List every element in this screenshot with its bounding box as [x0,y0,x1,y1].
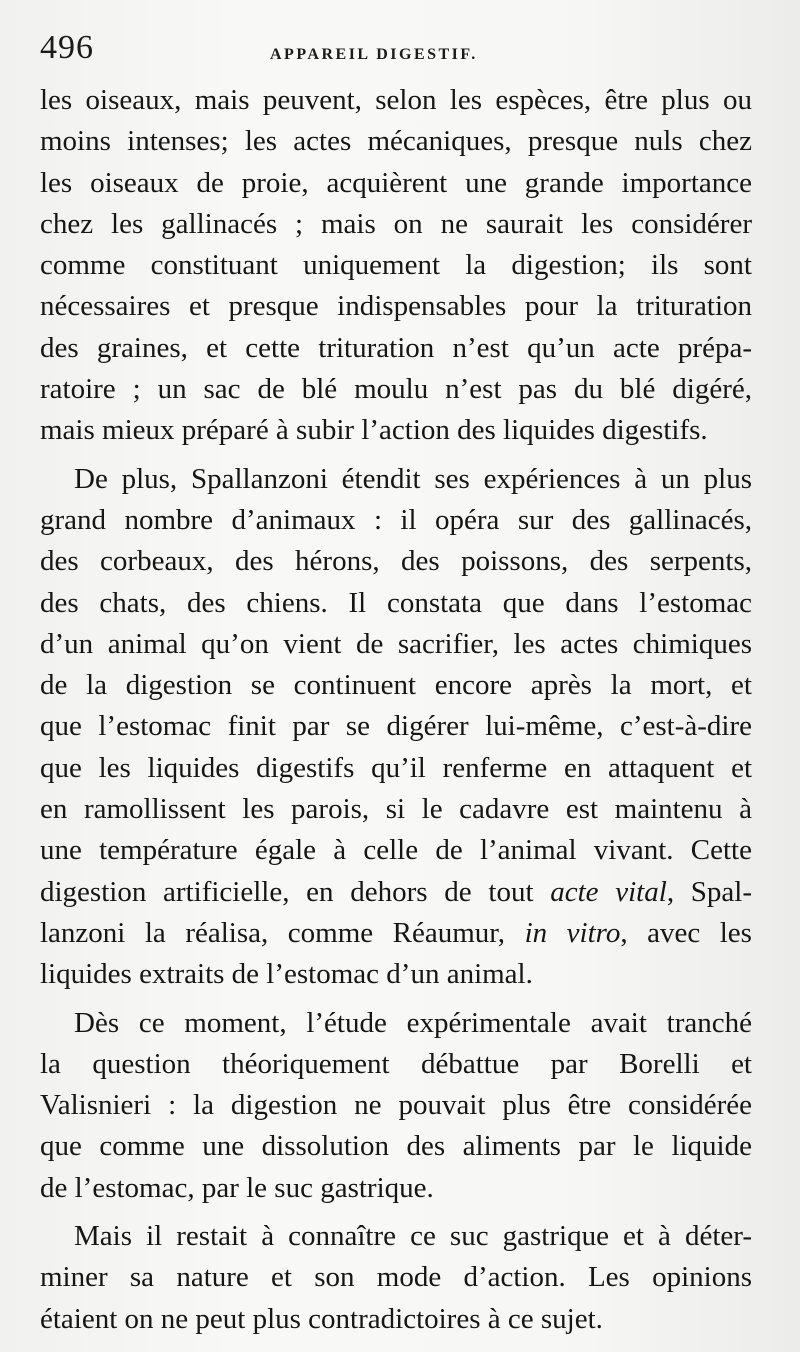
paragraph-gap [40,1209,752,1216]
text-line: étaient on ne peut plus contradictoires à ce sujet. [40,1302,603,1335]
page-number: 496 [40,29,94,66]
text-line: Dès ce moment, l’étude expérimentale avait tranché [74,1006,752,1039]
text-line: miner sa nature et son mode d’action. Les opinions [40,1261,752,1294]
text-line: des graines, et cette trituration n’est qu’un acte prépa- [40,331,752,364]
text-line: grand nombre d’animaux : il opéra sur des gallinacés, [40,503,752,536]
text-line: lanzoni la réalisa, comme Réaumur, in vitro, avec les [40,916,752,949]
paragraph [40,1216,752,1340]
text-line: les oiseaux de proie, acquièrent une grande importance [40,166,752,199]
text-line: de la digestion se continuent encore après la mort, et [40,669,752,702]
paragraph-gap [40,452,752,459]
text-line: ratoire ; un sac de blé moulu n’est pas du blé digéré, [40,373,752,406]
text-line: d’un animal qu’on vient de sacrifier, les actes chimiques [40,627,752,660]
running-title: APPAREIL DIGESTIF. [270,46,478,63]
text-line: digestion artificielle, en dehors de tout acte vital, Spal- [40,875,752,908]
text-line: Valisnieri : la digestion ne pouvait plus être considérée [40,1089,752,1122]
text-line: chez les gallinacés ; mais on ne saurait les considérer [40,207,752,240]
text-line: des corbeaux, des hérons, des poissons, des serpents, [40,545,752,578]
text-line: les oiseaux, mais peuvent, selon les espèces, être plus ou [40,84,752,116]
paragraph [40,80,752,452]
text-line: Mais il restait à connaître ce suc gastrique et à déter- [74,1220,752,1253]
italic-phrase: acte vital [550,875,667,908]
text-line: comme constituant uniquement la digestion; ils sont [40,249,752,282]
body-text [40,80,752,1340]
text-line: une température égale à celle de l’animal vivant. Cette [40,834,752,867]
text-line: que comme une dissolution des aliments par le liquide [40,1130,752,1163]
text-line: De plus, Spallanzoni étendit ses expériences à un plus [74,462,752,495]
text-line: de l’estomac, par le suc gastrique. [40,1171,434,1204]
italic-phrase: in vitro [524,916,621,949]
page-header [40,28,760,78]
text-line: en ramollissent les parois, si le cadavre est maintenu à [40,793,752,826]
paragraph-gap [40,996,752,1003]
paragraph [40,459,752,996]
text-line: des chats, des chiens. Il constata que dans l’estomac [40,586,752,619]
text-line: moins intenses; les actes mécaniques, presque nuls chez [40,125,752,158]
paragraph [40,1003,752,1209]
text-line: la question théoriquement débattue par Borelli et [40,1047,752,1080]
text-line: nécessaires et presque indispensables pour la trituration [40,290,752,323]
text-line: liquides extraits de l’estomac d’un animal. [40,958,533,991]
text-line: mais mieux préparé à subir l’action des liquides digestifs. [40,414,708,447]
text-line: que les liquides digestifs qu’il renferme en attaquent et [40,751,752,784]
text-line: que l’estomac finit par se digérer lui-même, c’est-à-dire [40,710,752,743]
